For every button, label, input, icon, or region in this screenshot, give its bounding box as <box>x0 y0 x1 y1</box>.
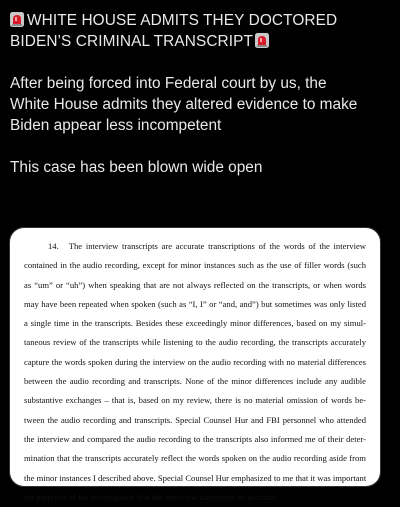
document-line: capture the words spoken during the interview on the audio recording with no material differences <box>24 356 366 367</box>
document-line: 14. The interview transcripts are accurate transcriptions of the words of the interview <box>48 241 366 251</box>
document-line: the interview and compared the audio recording to the transcripts also informed me of their deter- <box>24 433 366 444</box>
attached-document-image[interactable] <box>10 228 380 502</box>
post-headline <box>10 10 392 52</box>
paragraph-1-line: Biden appear less incompetent <box>10 117 222 134</box>
document-line: tween the audio recording and transcripts. Special Counsel Hur and FBI personnel who attended <box>24 414 366 425</box>
document-line: the minor instances I described above. Special Counsel Hur emphasized to me that it was important <box>24 472 367 483</box>
post-body <box>10 10 392 178</box>
document-line: between the audio recording and transcripts. None of the minor differences include any audible <box>24 376 366 387</box>
document-text <box>24 237 366 507</box>
paragraph-1-line: After being forced into Federal court by us, the <box>10 75 327 92</box>
paragraph-1-line: White House admits they altered evidence to make <box>10 96 358 113</box>
document-line: may have been repeated when spoken (such as “I, I” or “and, and”) but sometimes was only listed <box>24 298 366 309</box>
document-line: contained in the audio recording, except for minor instances such as the use of filler words (such <box>24 260 366 271</box>
document-line: mination that the transcripts accurately reflect the words spoken on the audio recording aside from <box>24 453 366 464</box>
post-paragraph-1 <box>10 73 392 136</box>
post-paragraph-2: This case has been blown wide open <box>10 159 263 176</box>
police-car-light-icon <box>10 12 24 27</box>
police-car-light-icon <box>255 33 269 48</box>
document-line: taneous review of the transcripts while listening to the audio recording, the transcripts accurately <box>24 337 366 348</box>
headline-line-2: BIDEN’S CRIMINAL TRANSCRIPT <box>10 33 253 50</box>
paragraph-number: 14. <box>48 241 59 251</box>
document-line: a single time in the transcripts. Besides these exceedingly minor differences, based on my simul- <box>24 318 366 329</box>
document-line: for purposes of his investigation that the interview transcripts be accurate. <box>24 491 279 502</box>
document-line: as “um” or “uh”) when speaking that are not always reflected on the transcripts, or when words <box>24 279 366 290</box>
headline-line-1: WHITE HOUSE ADMITS THEY DOCTORED <box>27 12 338 29</box>
document-line: substantive exchanges – that is, based on my review, there is no material omission of words be- <box>24 395 366 406</box>
